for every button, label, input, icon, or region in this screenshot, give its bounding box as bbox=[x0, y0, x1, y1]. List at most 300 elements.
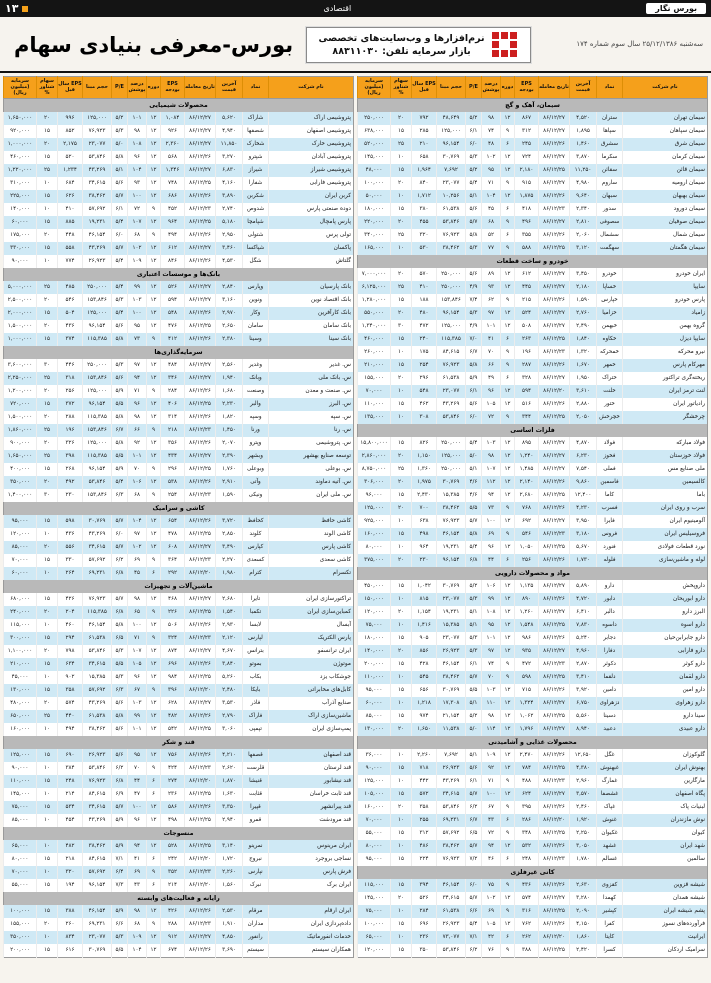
data-cell: ۲۶,۹۲۳ bbox=[83, 749, 112, 762]
data-cell: ۱,۸۲۰ bbox=[216, 411, 243, 424]
data-cell: خبهمن bbox=[597, 320, 623, 333]
data-cell: ۴/۶ bbox=[466, 476, 482, 489]
data-cell: ۱۵ bbox=[391, 294, 412, 307]
data-cell: ۹۷ bbox=[128, 359, 147, 372]
data-cell: ۱۰ bbox=[391, 905, 412, 918]
data-cell: ۹ bbox=[147, 684, 161, 697]
data-cell: ۸,۷۵۰,۰۰۰ bbox=[358, 463, 391, 476]
company-name-cell: خدمات انفورماتیک bbox=[269, 931, 354, 944]
data-cell: ۷۶,۹۲۳ bbox=[83, 775, 112, 788]
table-row bbox=[4, 658, 354, 671]
data-cell: لابسا bbox=[243, 619, 269, 632]
data-cell: ۱۲۵,۰۰۰ bbox=[358, 775, 391, 788]
table-row bbox=[4, 931, 354, 944]
data-cell: ۳۸,۴۶۲ bbox=[437, 242, 466, 255]
data-cell: ۴۷۶ bbox=[161, 320, 185, 333]
data-cell: ۵/۹ bbox=[112, 814, 128, 827]
data-cell: کفرا bbox=[597, 918, 623, 931]
table-row bbox=[4, 515, 354, 528]
data-cell: ۱۰ bbox=[391, 151, 412, 164]
data-cell: ۹ bbox=[147, 424, 161, 437]
data-cell: ۶۳۸,۰۰۰ bbox=[358, 125, 391, 138]
data-cell: ۷,۰۰۰,۰۰۰ bbox=[358, 268, 391, 281]
column-header: سرمایه (میلیون ریال) bbox=[358, 77, 391, 99]
data-cell: ۲۶۰,۰۰۰ bbox=[358, 346, 391, 359]
data-cell: ۵/۳ bbox=[112, 125, 128, 138]
data-cell: ۱۵ bbox=[37, 398, 58, 411]
data-cell: ۴/۹ bbox=[466, 281, 482, 294]
data-cell: ۱,۸۹۵ bbox=[570, 125, 597, 138]
data-cell: فولاد bbox=[597, 437, 623, 450]
column-header: درصد پوشش bbox=[482, 77, 501, 99]
data-cell: ۳۰۸ bbox=[412, 411, 437, 424]
data-cell: شتولی bbox=[243, 229, 269, 242]
table-row bbox=[4, 112, 354, 125]
data-cell: ۴۷۲ bbox=[412, 320, 437, 333]
data-cell: وبشهر bbox=[243, 450, 269, 463]
data-cell: ۳۰ bbox=[37, 489, 58, 502]
data-cell: ۹ bbox=[501, 944, 515, 958]
section-label: اقتصادی bbox=[323, 4, 352, 13]
data-cell: ۸۵,۰۰۰ bbox=[4, 814, 37, 827]
data-cell: ۳۰,۷۶۹ bbox=[437, 476, 466, 489]
data-cell: ۱۲ bbox=[147, 320, 161, 333]
data-cell: ۵/۹ bbox=[112, 385, 128, 398]
company-name-cell: گلتاش bbox=[269, 255, 354, 268]
data-cell: ۱۵ bbox=[391, 203, 412, 216]
data-cell: ۳۵۲ bbox=[161, 866, 185, 879]
data-cell: ۱۰۷ bbox=[128, 645, 147, 658]
data-cell: ۱,۶۵۰,۰۰۰ bbox=[4, 450, 37, 463]
data-cell: ۱۶۰,۰۰۰ bbox=[4, 723, 37, 736]
page-header bbox=[0, 17, 711, 73]
data-cell: ۸۶/۱۲/۲۵ bbox=[185, 671, 216, 684]
data-cell: ۳۵۸ bbox=[58, 684, 83, 697]
data-cell: ۵/۱ bbox=[466, 606, 482, 619]
data-cell: سقائن bbox=[597, 164, 623, 177]
page-number-text: ۱۳ bbox=[5, 2, 19, 15]
data-cell: ۶۸ bbox=[128, 229, 147, 242]
company-name-cell: پتروشیمی خارک bbox=[269, 138, 354, 151]
table-row bbox=[4, 710, 354, 723]
ad-logo-icon bbox=[492, 32, 518, 58]
data-cell: ۴۹۸ bbox=[412, 528, 437, 541]
data-cell: ۵/۳ bbox=[112, 931, 128, 944]
company-name-cell: سرامیک اردکان bbox=[623, 944, 708, 958]
table-row bbox=[358, 645, 708, 658]
data-cell: ۳۵۰ bbox=[412, 944, 437, 958]
data-cell: ۸۶/۱۲/۲۵ bbox=[539, 164, 570, 177]
data-cell: ۶ bbox=[501, 814, 515, 827]
data-cell: ۸۶/۱۲/۲۷ bbox=[185, 359, 216, 372]
data-cell: ۱۰۸ bbox=[128, 138, 147, 151]
data-cell: ۵۷,۶۹۲ bbox=[83, 866, 112, 879]
company-name-cell: س. ملی ایران bbox=[269, 489, 354, 502]
data-cell: ۹۶ bbox=[482, 385, 501, 398]
data-cell: ۱,۵۴۰ bbox=[216, 606, 243, 619]
data-cell: ۵۴۸ bbox=[161, 307, 185, 320]
data-cell: ۹۴ bbox=[482, 840, 501, 853]
data-cell: ۱۰ bbox=[37, 840, 58, 853]
data-cell: ۱۹۴ bbox=[58, 879, 83, 892]
data-cell: ۶ bbox=[501, 554, 515, 567]
group-header-label: کاشی و سرامیک bbox=[4, 502, 354, 515]
data-cell: ۴,۸۵۰ bbox=[216, 931, 243, 944]
data-cell: ۵/۷ bbox=[112, 515, 128, 528]
data-cell: ۱,۲۱۸ bbox=[412, 697, 437, 710]
table-row bbox=[4, 723, 354, 736]
data-cell: ۱۱,۸۵۰ bbox=[216, 138, 243, 151]
data-cell: ۱۰۰ bbox=[128, 307, 147, 320]
data-cell: ۶۱۲ bbox=[515, 268, 539, 281]
data-cell: کلوند bbox=[243, 528, 269, 541]
data-cell: وپارس bbox=[243, 281, 269, 294]
data-cell: ۱۲ bbox=[147, 671, 161, 684]
data-cell: ۴۴۸ bbox=[58, 229, 83, 242]
data-cell: ۶/۲ bbox=[112, 762, 128, 775]
data-cell: ۸۶/۱۲/۲۶ bbox=[539, 632, 570, 645]
data-cell: دسینا bbox=[597, 710, 623, 723]
data-cell: ۵/۶ bbox=[466, 398, 482, 411]
data-cell: ۶/۳ bbox=[112, 489, 128, 502]
data-cell: ۱,۹۷۵ bbox=[412, 476, 437, 489]
company-name-cell: فروسیلیس ایران bbox=[623, 528, 708, 541]
column-header: حجم مبنا bbox=[437, 77, 466, 99]
data-cell: ۱۵ bbox=[37, 801, 58, 814]
data-cell: ۶/۰ bbox=[466, 411, 482, 424]
data-cell: ۵,۰۰۰,۰۰۰ bbox=[4, 281, 37, 294]
data-cell: ۶/۸ bbox=[466, 554, 482, 567]
table-row bbox=[358, 450, 708, 463]
company-name-cell: دارو لقمان bbox=[623, 671, 708, 684]
data-cell: ۱۰ bbox=[391, 515, 412, 528]
data-cell: ۸۶/۱۲/۲۳ bbox=[185, 554, 216, 567]
company-name-cell: جوشکاب یزد bbox=[269, 671, 354, 684]
data-cell: ۷۴ bbox=[482, 125, 501, 138]
data-cell: ۱۲ bbox=[147, 515, 161, 528]
data-cell: ۳۸۰ bbox=[412, 203, 437, 216]
data-cell: ۱۰۲ bbox=[128, 541, 147, 554]
data-cell: دفارا bbox=[597, 645, 623, 658]
data-cell: ۷/۳ bbox=[112, 879, 128, 892]
data-cell: ۴۸,۶۴۹ bbox=[437, 112, 466, 125]
data-cell: ۲,۶۲۰ bbox=[216, 762, 243, 775]
data-cell: ۲۳۶ bbox=[161, 788, 185, 801]
data-cell: ۸۶/۱۲/۲۰ bbox=[185, 853, 216, 866]
data-cell: ۵۵۶ bbox=[58, 541, 83, 554]
data-cell: ۹۶,۱۵۴ bbox=[437, 138, 466, 151]
data-cell: غگل bbox=[597, 749, 623, 762]
data-cell: ۵۶۸ bbox=[161, 151, 185, 164]
data-cell: ۱۰ bbox=[37, 762, 58, 775]
data-cell: کحافظ bbox=[243, 515, 269, 528]
data-cell: ۱۵ bbox=[391, 164, 412, 177]
data-cell: ۱۰۷ bbox=[482, 463, 501, 476]
data-cell: ۲,۰۶۰ bbox=[570, 229, 597, 242]
data-cell: ۷۶,۹۲۳ bbox=[83, 125, 112, 138]
data-cell: ۳۵۰,۰۰۰ bbox=[4, 931, 37, 944]
data-cell: ۵/۳ bbox=[466, 632, 482, 645]
column-header: EPS بودجه bbox=[515, 77, 539, 99]
data-cell: ۸۶/۱۲/۲۶ bbox=[539, 593, 570, 606]
data-cell: ۱۲ bbox=[147, 801, 161, 814]
group-header-row bbox=[4, 827, 354, 840]
data-cell: ۱۰۲ bbox=[128, 242, 147, 255]
data-cell: ۵/۸ bbox=[112, 619, 128, 632]
data-cell: ۱,۶۵۰ bbox=[412, 723, 437, 736]
data-cell: ۱۰ bbox=[391, 190, 412, 203]
data-cell: ۱۰۹ bbox=[128, 255, 147, 268]
data-cell: ۹۲ bbox=[482, 762, 501, 775]
data-cell: ۳۴,۶۱۵ bbox=[437, 892, 466, 905]
data-cell: ۳۲۶ bbox=[58, 437, 83, 450]
data-cell: ۵۹۸ bbox=[58, 515, 83, 528]
data-cell: ۵/۸ bbox=[112, 333, 128, 346]
data-cell: ۱۵,۳۸۵ bbox=[83, 671, 112, 684]
data-cell: ۷۰,۰۰۰ bbox=[358, 814, 391, 827]
data-cell: ۱,۲۶۰ bbox=[515, 606, 539, 619]
data-cell: ۴۹۶ bbox=[515, 216, 539, 229]
data-cell: ۱,۷۶۰ bbox=[216, 463, 243, 476]
group-header-label: قند و شکر bbox=[4, 736, 354, 749]
data-cell: ۱,۱۵۴ bbox=[412, 606, 437, 619]
data-cell: ۵/۰ bbox=[466, 723, 482, 736]
data-cell: ۶۳۸ bbox=[412, 515, 437, 528]
data-cell: ۱۰۵ bbox=[482, 398, 501, 411]
table-row bbox=[4, 190, 354, 203]
data-cell: دامین bbox=[597, 684, 623, 697]
table-row bbox=[4, 294, 354, 307]
data-cell: ۳۵۵ bbox=[515, 229, 539, 242]
data-cell: ۵/۲ bbox=[466, 112, 482, 125]
data-cell: دکوثر bbox=[597, 658, 623, 671]
data-cell: ۳۴۴ bbox=[515, 411, 539, 424]
data-cell: خکاوه bbox=[597, 333, 623, 346]
data-cell: ۴/۹ bbox=[466, 320, 482, 333]
data-cell: ۲۸۴ bbox=[412, 905, 437, 918]
data-cell: قنیشا bbox=[243, 775, 269, 788]
masthead-title: بورس نگار bbox=[655, 3, 697, 13]
table-row bbox=[4, 632, 354, 645]
data-cell: ۸۶/۱۲/۲۶ bbox=[185, 255, 216, 268]
data-cell: ۲۴۸ bbox=[58, 775, 83, 788]
data-cell: سهگمت bbox=[597, 242, 623, 255]
data-cell: ۲۰۰,۰۰۰ bbox=[358, 658, 391, 671]
data-cell: ۱,۰۸۴ bbox=[161, 112, 185, 125]
data-cell: ۱۱۴ bbox=[482, 723, 501, 736]
data-cell: ۹۹ bbox=[482, 593, 501, 606]
data-cell: ۴۶,۱۵۴ bbox=[437, 528, 466, 541]
data-cell: ۸۵۶ bbox=[412, 645, 437, 658]
table-row bbox=[4, 463, 354, 476]
data-cell: ۹ bbox=[501, 294, 515, 307]
group-header-label: خودرو و ساخت قطعات bbox=[358, 255, 708, 268]
data-cell: ۳۱۲ bbox=[515, 125, 539, 138]
data-cell: ۸۶/۱۲/۲۶ bbox=[185, 385, 216, 398]
data-cell: ۱۱,۵۳۸ bbox=[437, 723, 466, 736]
data-cell: کپارس bbox=[243, 541, 269, 554]
data-cell: ۳۹۴ bbox=[412, 879, 437, 892]
company-name-cell: شیشه قزوین bbox=[623, 879, 708, 892]
data-cell: ۲,۳۴۰ bbox=[570, 203, 597, 216]
data-cell: وپترو bbox=[243, 437, 269, 450]
data-cell: ۲۳۰ bbox=[412, 554, 437, 567]
data-cell: ۹ bbox=[147, 463, 161, 476]
data-cell: ۵,۱۸۰ bbox=[216, 216, 243, 229]
data-cell: ۱,۴۱۶ bbox=[412, 619, 437, 632]
data-cell: ۱۹۶ bbox=[515, 346, 539, 359]
data-cell: کاما bbox=[597, 489, 623, 502]
data-cell: ۸۱۵ bbox=[412, 593, 437, 606]
data-cell: ۸۶/۱۲/۲۶ bbox=[185, 749, 216, 762]
data-cell: ۹۶۴ bbox=[412, 541, 437, 554]
company-name-cell: سایپا دیزل bbox=[623, 333, 708, 346]
data-cell: ۱۴۰,۰۰۰ bbox=[4, 203, 37, 216]
data-cell: ۸۹ bbox=[482, 268, 501, 281]
data-cell: ۱,۲۸۰,۰۰۰ bbox=[358, 294, 391, 307]
data-cell: ۶/۵ bbox=[112, 632, 128, 645]
data-cell: ۱۵ bbox=[391, 879, 412, 892]
data-cell: ۳,۵۳۰ bbox=[216, 697, 243, 710]
data-cell: ۵۲۶ bbox=[412, 892, 437, 905]
data-cell: ۲۱۰,۰۰۰ bbox=[358, 359, 391, 372]
company-name-cell: باما bbox=[623, 489, 708, 502]
data-cell: ۱۰۳ bbox=[128, 697, 147, 710]
data-cell: ۸۶/۱۲/۲۷ bbox=[539, 125, 570, 138]
group-header-row bbox=[4, 502, 354, 515]
data-cell: قثابت bbox=[243, 788, 269, 801]
data-cell: ۱۵ bbox=[391, 437, 412, 450]
data-cell: ۷۷۴ bbox=[58, 255, 83, 268]
data-cell: ۱۲ bbox=[147, 138, 161, 151]
data-cell: ۱۵ bbox=[37, 515, 58, 528]
data-cell: ۳۰ bbox=[37, 359, 58, 372]
data-cell: ۴۶۰,۰۰۰ bbox=[358, 333, 391, 346]
table-row bbox=[358, 723, 708, 736]
data-cell: ۷/۰ bbox=[466, 333, 482, 346]
data-cell: وصنعت bbox=[243, 385, 269, 398]
data-cell: ۴۳,۲۶۹ bbox=[83, 164, 112, 177]
data-cell: ۱۶۵,۰۰۰ bbox=[358, 242, 391, 255]
data-cell: ۱,۶۸۰ bbox=[216, 385, 243, 398]
data-cell: ۵/۴ bbox=[112, 216, 128, 229]
data-cell: ۸۶/۱۲/۲۶ bbox=[539, 190, 570, 203]
data-cell: ۳۷۵,۰۰۰ bbox=[358, 554, 391, 567]
data-cell: ۵۴۶ bbox=[515, 528, 539, 541]
data-cell: ۷۵ bbox=[482, 879, 501, 892]
data-cell: ۷/۲ bbox=[466, 853, 482, 866]
dateline: سه‌شنبه ۲۵/۱۲/۱۳۸۶ سال سوم شماره ۱۷۴ bbox=[576, 40, 703, 49]
data-cell: ۱۹,۲۳۱ bbox=[83, 216, 112, 229]
table-row bbox=[4, 177, 354, 190]
data-cell: وسینا bbox=[243, 333, 269, 346]
data-cell: شیراز bbox=[243, 164, 269, 177]
data-cell: ۱۵ bbox=[391, 489, 412, 502]
data-cell: ۹۸ bbox=[128, 411, 147, 424]
company-name-cell: کربن ایران bbox=[269, 190, 354, 203]
company-name-cell: فرآورده‌های نسوز bbox=[623, 918, 708, 931]
data-cell: غشصفا bbox=[597, 788, 623, 801]
data-cell: ۲۸۴ bbox=[161, 385, 185, 398]
data-cell: ۳۰,۷۶۹ bbox=[83, 944, 112, 958]
data-cell: ۱۰ bbox=[391, 749, 412, 762]
data-cell: ۷۵,۰۰۰ bbox=[358, 619, 391, 632]
data-cell: ۲,۹۷۰ bbox=[216, 307, 243, 320]
data-cell: ۸۶/۱۲/۲۵ bbox=[539, 762, 570, 775]
data-cell: ۲,۰۰۰,۰۰۰ bbox=[4, 307, 37, 320]
data-cell: ۴,۱۶۰ bbox=[216, 177, 243, 190]
data-cell: ۴۴۰ bbox=[58, 710, 83, 723]
data-cell: ۵/۸ bbox=[112, 710, 128, 723]
stock-table-left bbox=[3, 76, 354, 958]
data-cell: ۱,۶۵۰,۰۰۰ bbox=[4, 112, 37, 125]
page-number bbox=[5, 2, 28, 15]
data-cell: فایرا bbox=[597, 515, 623, 528]
data-cell: ۱۰ bbox=[37, 931, 58, 944]
data-cell: ۴۲۶ bbox=[161, 905, 185, 918]
data-cell: ۸۶/۱۲/۲۷ bbox=[539, 320, 570, 333]
data-cell: ۲,۸۱۰ bbox=[570, 216, 597, 229]
data-cell: ۲۳۰ bbox=[58, 489, 83, 502]
data-cell: ۱۰۳ bbox=[128, 294, 147, 307]
data-cell: ۵,۲۴۰ bbox=[570, 632, 597, 645]
data-cell: ۲۰ bbox=[391, 177, 412, 190]
data-cell: ۸۶/۱۲/۲۶ bbox=[185, 619, 216, 632]
table-row bbox=[358, 944, 708, 958]
data-cell: خپارس bbox=[597, 294, 623, 307]
data-cell: ۱,۵۰۰,۰۰۰ bbox=[4, 320, 37, 333]
data-cell: ۳,۶۰۰,۰۰۰ bbox=[4, 359, 37, 372]
data-cell: ۹۰,۰۰۰ bbox=[4, 762, 37, 775]
company-name-cell: گلوکوزان bbox=[623, 749, 708, 762]
data-cell: ۴۸۲ bbox=[58, 840, 83, 853]
table-row bbox=[358, 229, 708, 242]
company-name-cell: رادیاتور ایران bbox=[623, 398, 708, 411]
data-cell: ۲۵۴ bbox=[161, 489, 185, 502]
table-row bbox=[358, 658, 708, 671]
data-cell: ۵/۹ bbox=[112, 463, 128, 476]
data-cell: ۴۵ bbox=[128, 567, 147, 580]
data-cell: فلوله bbox=[597, 554, 623, 567]
data-cell: ۹ bbox=[147, 333, 161, 346]
data-cell: ۳۸,۴۶۲ bbox=[437, 502, 466, 515]
data-cell: ۴,۵۲۰ bbox=[570, 112, 597, 125]
data-cell: ۲,۵۳۰ bbox=[216, 905, 243, 918]
data-cell: ۵/۰ bbox=[466, 450, 482, 463]
data-cell: ۲۳,۰۷۷ bbox=[437, 385, 466, 398]
data-cell: ۱۵ bbox=[391, 684, 412, 697]
data-cell: شخارک bbox=[243, 138, 269, 151]
table-row bbox=[4, 151, 354, 164]
data-cell: ۱۰ bbox=[391, 242, 412, 255]
data-cell: ۷۶,۹۲۳ bbox=[83, 593, 112, 606]
data-cell: ۱۲ bbox=[147, 359, 161, 372]
table-row bbox=[358, 632, 708, 645]
data-cell: ۶/۸ bbox=[112, 775, 128, 788]
data-cell: ۲۵۴ bbox=[412, 359, 437, 372]
table-row bbox=[358, 541, 708, 554]
data-cell: ۸۶/۱۲/۲۳ bbox=[539, 528, 570, 541]
data-cell: ۲۱۸ bbox=[161, 424, 185, 437]
data-cell: ۴۶,۱۵۴ bbox=[437, 658, 466, 671]
company-name-cell: قند اصفهان bbox=[269, 749, 354, 762]
data-cell: ۱۰ bbox=[37, 723, 58, 736]
data-cell: ۲۲۶ bbox=[161, 606, 185, 619]
data-cell: ۳۵۸ bbox=[412, 801, 437, 814]
data-cell: ۴۹۲ bbox=[58, 476, 83, 489]
data-cell: ۸۶/۱۲/۲۰ bbox=[539, 814, 570, 827]
data-cell: ۹۶,۱۵۴ bbox=[83, 463, 112, 476]
